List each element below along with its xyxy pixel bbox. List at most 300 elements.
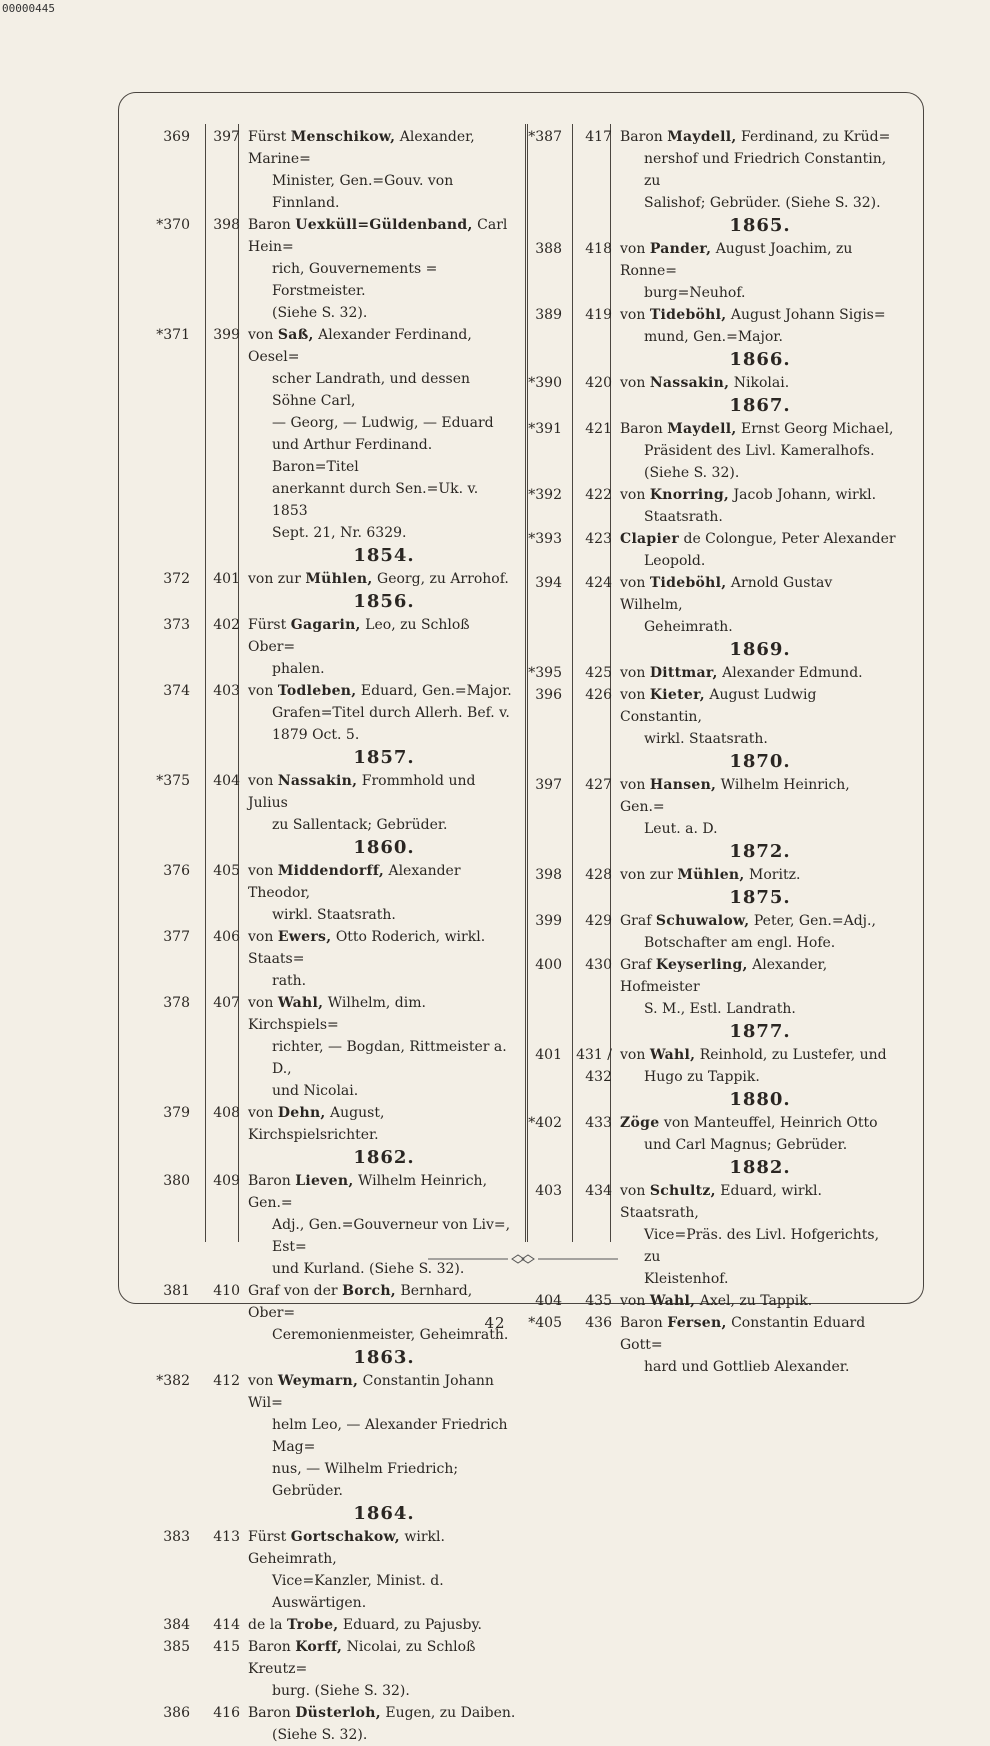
entry-text bbox=[620, 418, 900, 484]
entry-prefix: von bbox=[248, 995, 278, 1011]
entry-reference-number: 413 bbox=[213, 1529, 240, 1545]
register-entry bbox=[522, 954, 900, 1020]
entry-text bbox=[248, 214, 520, 324]
entry-details: Ferdinand, zu Krüd= bbox=[736, 129, 891, 145]
entry-details: August Ludwig Constantin, bbox=[620, 687, 817, 725]
entry-details: Georg, zu Arrohof. bbox=[372, 571, 509, 587]
entry-prefix: von bbox=[248, 1105, 278, 1121]
entry-continuation: rich, Gouvernements = Forstmeister. bbox=[272, 261, 438, 299]
entry-prefix: von bbox=[620, 575, 650, 591]
register-entry bbox=[150, 1370, 520, 1502]
entry-number: *387 bbox=[528, 129, 562, 145]
entry-details: Ernst Georg Michael, bbox=[736, 421, 894, 437]
register-entry bbox=[150, 1102, 520, 1146]
year-heading: 1872. bbox=[729, 841, 791, 862]
family-name: Ewers, bbox=[277, 929, 332, 945]
entry-reference-number: 399 bbox=[213, 327, 240, 343]
ornament-divider bbox=[428, 1252, 618, 1266]
entry-reference-number: 406 bbox=[213, 929, 240, 945]
entry-prefix: von bbox=[620, 687, 650, 703]
entry-reference-number: 410 bbox=[213, 1283, 240, 1299]
family-name: Weymarn, bbox=[277, 1373, 359, 1389]
register-entry bbox=[150, 926, 520, 992]
register-entry bbox=[150, 614, 520, 680]
family-name: Maydell, bbox=[667, 129, 737, 145]
entry-prefix: von bbox=[620, 375, 650, 391]
year-heading: 1862. bbox=[353, 1147, 415, 1168]
entry-prefix: von bbox=[248, 683, 278, 699]
register-entry bbox=[522, 372, 900, 394]
entry-prefix: von zur bbox=[248, 571, 306, 587]
entry-text bbox=[620, 662, 900, 684]
entry-text bbox=[248, 1636, 520, 1702]
entry-reference-number: 435 bbox=[585, 1293, 612, 1309]
entry-continuation: Vice=Kanzler, Minist. d. Auswärtigen. bbox=[272, 1573, 444, 1611]
entry-reference-number: 424 bbox=[585, 575, 612, 591]
entry-number: 396 bbox=[535, 687, 562, 703]
entry-details: Alexander, Marine= bbox=[248, 129, 475, 167]
register-entry bbox=[522, 126, 900, 214]
family-name: Nassakin, bbox=[649, 375, 730, 391]
entry-number: 373 bbox=[163, 617, 190, 633]
entry-continuation: nus, — Wilhelm Friedrich; Gebrüder. bbox=[272, 1461, 459, 1499]
entry-details: Wilhelm, dim. Kirchspiels= bbox=[248, 995, 426, 1033]
family-name: Gagarin, bbox=[290, 617, 361, 633]
entry-continuation: S. M., Estl. Landrath. bbox=[644, 1001, 796, 1017]
year-heading: 1863. bbox=[353, 1347, 415, 1368]
register-entry bbox=[522, 1290, 900, 1312]
year-heading: 1869. bbox=[729, 639, 791, 660]
entry-reference-number: 397 bbox=[213, 129, 240, 145]
family-name: Mühlen, bbox=[305, 571, 373, 587]
entry-details: Alexander Theodor, bbox=[248, 863, 461, 901]
entry-prefix: Baron bbox=[248, 1173, 296, 1189]
family-name: Middendorff, bbox=[277, 863, 385, 879]
entry-details: de Colongue, Peter Alexander bbox=[679, 531, 896, 547]
entry-text bbox=[248, 126, 520, 214]
register-entry bbox=[522, 662, 900, 684]
entry-reference-number: 423 bbox=[585, 531, 612, 547]
entry-text bbox=[248, 614, 520, 680]
entry-text bbox=[248, 680, 520, 746]
entry-text bbox=[620, 1044, 900, 1088]
entry-text bbox=[248, 1614, 520, 1636]
register-entry bbox=[150, 680, 520, 746]
family-name: Schultz, bbox=[649, 1183, 716, 1199]
entry-text bbox=[248, 1102, 520, 1146]
year-heading: 1880. bbox=[729, 1089, 791, 1110]
entry-number: 377 bbox=[163, 929, 190, 945]
entry-text bbox=[620, 372, 900, 394]
entry-text bbox=[620, 572, 900, 638]
entry-details: von Manteuffel, Heinrich Otto bbox=[659, 1115, 878, 1131]
entry-reference-number: 426 bbox=[585, 687, 612, 703]
entry-prefix: von bbox=[620, 665, 650, 681]
family-name: Knorring, bbox=[649, 487, 730, 503]
entry-number: 388 bbox=[535, 241, 562, 257]
year-heading: 1877. bbox=[729, 1021, 791, 1042]
entry-continuation: 1879 Oct. 5. bbox=[272, 727, 360, 743]
entry-continuation: zu Sallentack; Gebrüder. bbox=[272, 817, 448, 833]
entry-reference-number: 425 bbox=[585, 665, 612, 681]
entry-text bbox=[620, 910, 900, 954]
entry-prefix: von bbox=[620, 487, 650, 503]
entry-number: 376 bbox=[163, 863, 190, 879]
entry-continuation: Staatsrath. bbox=[644, 509, 723, 525]
register-entry bbox=[150, 1702, 520, 1746]
entry-continuation: Präsident des Livl. Kameralhofs. bbox=[644, 443, 875, 459]
entry-number: 369 bbox=[163, 129, 190, 145]
entry-details: Constantin Johann Wil= bbox=[248, 1373, 494, 1411]
entry-text bbox=[620, 484, 900, 528]
entry-text bbox=[620, 954, 900, 1020]
entry-reference-number: 404 bbox=[213, 773, 240, 789]
entry-number: 404 bbox=[535, 1293, 562, 1309]
entry-reference-number: 428 bbox=[585, 867, 612, 883]
register-entry bbox=[522, 1044, 900, 1088]
family-name: Wahl, bbox=[277, 995, 324, 1011]
entry-details: Alexander, Hofmeister bbox=[620, 957, 828, 995]
register-entry bbox=[150, 770, 520, 836]
entry-continuation: (Siehe S. 32). bbox=[272, 1727, 368, 1743]
entry-text bbox=[248, 568, 520, 590]
entry-reference-number: 436 bbox=[585, 1315, 612, 1331]
entry-continuation: und Nicolai. bbox=[272, 1083, 359, 1099]
entry-details: Bernhard, Ober= bbox=[248, 1283, 473, 1321]
entry-continuation: (Siehe S. 32). bbox=[644, 465, 740, 481]
entry-number: *393 bbox=[528, 531, 562, 547]
entry-prefix: von bbox=[248, 863, 278, 879]
entry-reference-number: 422 bbox=[585, 487, 612, 503]
entry-number: 372 bbox=[163, 571, 190, 587]
entry-reference-number: 412 bbox=[213, 1373, 240, 1389]
entry-number: 401 bbox=[535, 1047, 562, 1063]
entry-details: Nicolai, zu Schloß Kreutz= bbox=[248, 1639, 476, 1677]
entry-text bbox=[620, 1290, 900, 1312]
entry-continuation: richter, — Bogdan, Rittmeister a. D., bbox=[272, 1039, 507, 1077]
register-entry bbox=[522, 864, 900, 886]
entry-number: 378 bbox=[163, 995, 190, 1011]
entry-text bbox=[248, 1280, 520, 1346]
entry-continuation: Minister, Gen.=Gouv. von Finnland. bbox=[272, 173, 454, 211]
entry-reference-number: 430 bbox=[585, 957, 612, 973]
entry-prefix: Fürst bbox=[248, 1529, 291, 1545]
entry-number: *402 bbox=[528, 1115, 562, 1131]
year-heading: 1870. bbox=[729, 751, 791, 772]
entry-details: Alexander Edmund. bbox=[717, 665, 863, 681]
entry-reference-number: 409 bbox=[213, 1173, 240, 1189]
entry-continuation: helm Leo, — Alexander Friedrich Mag= bbox=[272, 1417, 508, 1455]
entry-prefix: von bbox=[620, 241, 650, 257]
entry-details: wirkl. Geheimrath, bbox=[248, 1529, 445, 1567]
entry-number: *392 bbox=[528, 487, 562, 503]
entry-reference-number: 433 bbox=[585, 1115, 612, 1131]
register-entry bbox=[150, 324, 520, 544]
family-name: Wahl, bbox=[649, 1047, 696, 1063]
family-name: Keyserling, bbox=[655, 957, 748, 973]
entry-continuation: Leut. a. D. bbox=[644, 821, 718, 837]
entry-text bbox=[248, 1702, 520, 1746]
entry-reference-number: 414 bbox=[213, 1617, 240, 1633]
entry-number: 403 bbox=[535, 1183, 562, 1199]
register-entry bbox=[522, 418, 900, 484]
entry-number: *405 bbox=[528, 1315, 562, 1331]
entry-details: August, Kirchspielsrichter. bbox=[248, 1105, 385, 1143]
entry-details: Eugen, zu Daiben. bbox=[380, 1705, 516, 1721]
register-entry bbox=[150, 992, 520, 1102]
entry-text bbox=[248, 1526, 520, 1614]
entry-text bbox=[620, 528, 900, 572]
entry-prefix: von bbox=[248, 327, 278, 343]
entry-continuation: und Carl Magnus; Gebrüder. bbox=[644, 1137, 848, 1153]
entry-details: Eduard, Gen.=Major. bbox=[356, 683, 512, 699]
entry-reference-number: 401 bbox=[213, 571, 240, 587]
entry-reference-number: 408 bbox=[213, 1105, 240, 1121]
family-name: Dehn, bbox=[277, 1105, 326, 1121]
family-name: Fersen, bbox=[667, 1315, 727, 1331]
entry-number: *382 bbox=[156, 1373, 190, 1389]
entry-continuation: Leopold. bbox=[644, 553, 706, 569]
entry-details: Carl Hein= bbox=[248, 217, 508, 255]
entry-details: Leo, zu Schloß Ober= bbox=[248, 617, 470, 655]
entry-continuation: Hugo zu Tappik. bbox=[644, 1069, 760, 1085]
entry-continuation: anerkannt durch Sen.=Uk. v. 1853 bbox=[272, 481, 479, 519]
entry-continuation: phalen. bbox=[272, 661, 325, 677]
entry-reference-number: 398 bbox=[213, 217, 240, 233]
year-heading: 1867. bbox=[729, 395, 791, 416]
entry-number: *371 bbox=[156, 327, 190, 343]
entry-number: 394 bbox=[535, 575, 562, 591]
entry-continuation: und Arthur Ferdinand. Baron=Titel bbox=[272, 437, 433, 475]
entry-prefix: von bbox=[248, 1373, 278, 1389]
family-name: Nassakin, bbox=[277, 773, 358, 789]
register-entry bbox=[522, 572, 900, 638]
entry-continuation: Sept. 21, Nr. 6329. bbox=[272, 525, 407, 541]
register-entry bbox=[150, 568, 520, 590]
entry-text bbox=[620, 1112, 900, 1156]
entry-number: 399 bbox=[535, 913, 562, 929]
entry-continuation: — Georg, — Ludwig, — Eduard bbox=[272, 415, 494, 431]
entry-prefix: von zur bbox=[620, 867, 678, 883]
entry-number: 397 bbox=[535, 777, 562, 793]
entry-reference-number: 415 bbox=[213, 1639, 240, 1655]
register-entry bbox=[522, 1180, 900, 1290]
entry-continuation: mund, Gen.=Major. bbox=[644, 329, 783, 345]
entry-prefix: von bbox=[620, 1293, 650, 1309]
entry-details: Alexander Ferdinand, Oesel= bbox=[248, 327, 472, 365]
year-heading: 1864. bbox=[353, 1503, 415, 1524]
entry-continuation: rath. bbox=[272, 973, 307, 989]
family-name: Hansen, bbox=[649, 777, 717, 793]
page-number: 42 bbox=[484, 1314, 506, 1332]
year-heading: 1856. bbox=[353, 591, 415, 612]
entry-text bbox=[248, 860, 520, 926]
entry-prefix: Baron bbox=[620, 1315, 668, 1331]
entry-reference-number: 431 / 432 bbox=[576, 1047, 612, 1085]
entry-number: *391 bbox=[528, 421, 562, 437]
entry-prefix: Baron bbox=[620, 129, 668, 145]
family-name: Korff, bbox=[295, 1639, 343, 1655]
entry-prefix: de la bbox=[248, 1617, 287, 1633]
entry-reference-number: 417 bbox=[585, 129, 612, 145]
entry-prefix: Fürst bbox=[248, 617, 291, 633]
family-name: Gortschakow, bbox=[290, 1529, 400, 1545]
entry-details: Constantin Eduard Gott= bbox=[620, 1315, 866, 1353]
entry-text bbox=[620, 774, 900, 840]
entry-details: Otto Roderich, wirkl. Staats= bbox=[248, 929, 486, 967]
entry-details: August Johann Sigis= bbox=[726, 307, 886, 323]
register-entry bbox=[150, 1636, 520, 1702]
entry-continuation: wirkl. Staatsrath. bbox=[644, 731, 768, 747]
entry-details: Moritz. bbox=[744, 867, 801, 883]
family-name: Uexküll=Güldenband, bbox=[295, 217, 473, 233]
entry-continuation: Adj., Gen.=Gouverneur von Liv=, Est= bbox=[272, 1217, 511, 1255]
family-name: Saß, bbox=[277, 327, 314, 343]
entry-continuation: wirkl. Staatsrath. bbox=[272, 907, 396, 923]
entry-number: 389 bbox=[535, 307, 562, 323]
entry-number: 398 bbox=[535, 867, 562, 883]
entry-prefix: von bbox=[620, 1183, 650, 1199]
year-heading: 1854. bbox=[353, 545, 415, 566]
entry-continuation: burg. (Siehe S. 32). bbox=[272, 1683, 410, 1699]
register-entry bbox=[150, 860, 520, 926]
family-name: Todleben, bbox=[277, 683, 357, 699]
entry-continuation: Grafen=Titel durch Allerh. Bef. v. bbox=[272, 705, 510, 721]
register-entry bbox=[150, 1280, 520, 1346]
entry-text bbox=[620, 864, 900, 886]
entry-prefix: Graf bbox=[620, 913, 656, 929]
entry-number: 386 bbox=[163, 1705, 190, 1721]
entry-number: *375 bbox=[156, 773, 190, 789]
entry-text bbox=[248, 324, 520, 544]
register-entry bbox=[522, 304, 900, 348]
family-name: Kieter, bbox=[649, 687, 705, 703]
family-name: Tideböhl, bbox=[649, 575, 727, 591]
entry-details: August Joachim, zu Ronne= bbox=[620, 241, 853, 279]
entry-text bbox=[248, 1370, 520, 1502]
year-heading: 1882. bbox=[729, 1157, 791, 1178]
entry-reference-number: 407 bbox=[213, 995, 240, 1011]
entry-continuation: und Kurland. (Siehe S. 32). bbox=[272, 1261, 465, 1277]
family-name: Schuwalow, bbox=[655, 913, 750, 929]
entry-details: Arnold Gustav Wilhelm, bbox=[620, 575, 833, 613]
entry-details: Jacob Johann, wirkl. bbox=[729, 487, 877, 503]
entry-continuation: Salishof; Gebrüder. (Siehe S. 32). bbox=[644, 195, 881, 211]
entry-text bbox=[620, 1180, 900, 1290]
entry-number: 380 bbox=[163, 1173, 190, 1189]
family-name: Borch, bbox=[342, 1283, 396, 1299]
entry-prefix: von bbox=[248, 929, 278, 945]
entry-prefix: von bbox=[620, 1047, 650, 1063]
entry-number: 374 bbox=[163, 683, 190, 699]
entry-details: Wilhelm Heinrich, Gen.= bbox=[620, 777, 850, 815]
entry-continuation: Ceremonienmeister, Geheimrath. bbox=[272, 1327, 509, 1343]
family-name: Menschikow, bbox=[290, 129, 396, 145]
entry-prefix: Baron bbox=[248, 1705, 296, 1721]
entry-text bbox=[620, 126, 900, 214]
entry-prefix: Fürst bbox=[248, 129, 291, 145]
entry-prefix: von bbox=[620, 307, 650, 323]
register-entry bbox=[150, 1614, 520, 1636]
family-name: Düsterloh, bbox=[295, 1705, 381, 1721]
register-entry bbox=[522, 684, 900, 750]
entry-number: *390 bbox=[528, 375, 562, 391]
entry-text bbox=[248, 992, 520, 1102]
year-heading: 1865. bbox=[729, 215, 791, 236]
family-name: Maydell, bbox=[667, 421, 737, 437]
entry-number: 383 bbox=[163, 1529, 190, 1545]
entry-details: Eduard, zu Pajusby. bbox=[338, 1617, 483, 1633]
entry-details: Nikolai. bbox=[729, 375, 790, 391]
register-entry bbox=[522, 1112, 900, 1156]
entry-continuation: scher Landrath, und dessen Söhne Carl, bbox=[272, 371, 471, 409]
entry-reference-number: 421 bbox=[585, 421, 612, 437]
entry-prefix: Graf bbox=[620, 957, 656, 973]
family-name: Tideböhl, bbox=[649, 307, 727, 323]
entry-text bbox=[620, 238, 900, 304]
register-entry bbox=[522, 910, 900, 954]
entry-prefix: von bbox=[620, 777, 650, 793]
entry-reference-number: 402 bbox=[213, 617, 240, 633]
family-name: Zöge bbox=[620, 1115, 660, 1131]
entry-prefix: Baron bbox=[620, 421, 668, 437]
entry-continuation: Kleistenhof. bbox=[644, 1271, 729, 1287]
entry-number: 384 bbox=[163, 1617, 190, 1633]
entry-details: Wilhelm Heinrich, Gen.= bbox=[248, 1173, 488, 1211]
register-entry bbox=[522, 528, 900, 572]
family-name: Pander, bbox=[649, 241, 712, 257]
year-heading: 1857. bbox=[353, 747, 415, 768]
entry-reference-number: 420 bbox=[585, 375, 612, 391]
entry-number: *395 bbox=[528, 665, 562, 681]
entry-number: 385 bbox=[163, 1639, 190, 1655]
entry-reference-number: 419 bbox=[585, 307, 612, 323]
entry-details: Peter, Gen.=Adj., bbox=[749, 913, 876, 929]
entry-continuation: (Siehe S. 32). bbox=[272, 305, 368, 321]
register-entry bbox=[150, 126, 520, 214]
entry-details: Frommhold und Julius bbox=[248, 773, 476, 811]
entry-reference-number: 427 bbox=[585, 777, 612, 793]
entry-number: 379 bbox=[163, 1105, 190, 1121]
register-entry bbox=[150, 1526, 520, 1614]
family-name: Lieven, bbox=[295, 1173, 354, 1189]
entry-reference-number: 429 bbox=[585, 913, 612, 929]
entry-prefix: von bbox=[248, 773, 278, 789]
scan-id-label: 00000445 bbox=[2, 2, 55, 15]
entry-continuation: burg=Neuhof. bbox=[644, 285, 746, 301]
entry-reference-number: 405 bbox=[213, 863, 240, 879]
entry-reference-number: 403 bbox=[213, 683, 240, 699]
entry-reference-number: 416 bbox=[213, 1705, 240, 1721]
register-entry bbox=[522, 238, 900, 304]
entry-text bbox=[248, 770, 520, 836]
entry-continuation: Botschafter am engl. Hofe. bbox=[644, 935, 836, 951]
entry-reference-number: 434 bbox=[585, 1183, 612, 1199]
entry-text bbox=[620, 304, 900, 348]
entry-text bbox=[620, 684, 900, 750]
entry-text bbox=[248, 926, 520, 992]
year-heading: 1866. bbox=[729, 349, 791, 370]
entry-number: *370 bbox=[156, 217, 190, 233]
entry-continuation: hard und Gottlieb Alexander. bbox=[644, 1359, 850, 1375]
family-name: Wahl, bbox=[649, 1293, 696, 1309]
entry-number: 400 bbox=[535, 957, 562, 973]
family-name: Trobe, bbox=[286, 1617, 339, 1633]
entry-continuation: Vice=Präs. des Livl. Hofgerichts, zu bbox=[644, 1227, 880, 1265]
entry-details: Axel, zu Tappik. bbox=[695, 1293, 813, 1309]
family-name: Mühlen, bbox=[677, 867, 745, 883]
entry-details: Eduard, wirkl. Staatsrath, bbox=[620, 1183, 822, 1221]
